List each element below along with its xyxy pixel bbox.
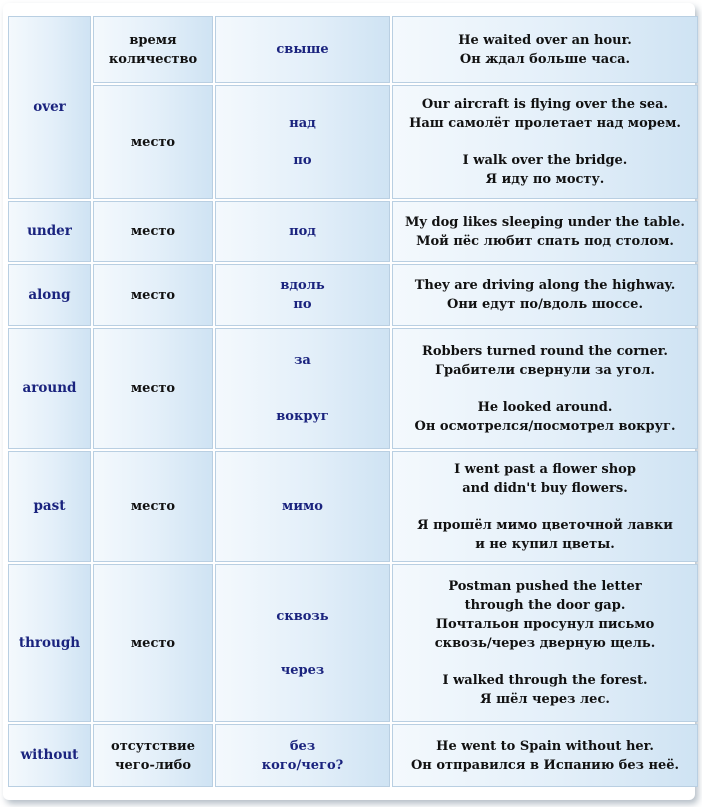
translation: мимо bbox=[282, 499, 323, 514]
example-line: и не купил цветы. bbox=[475, 536, 615, 552]
translation-cell bbox=[215, 451, 390, 562]
meaning-cell bbox=[93, 564, 213, 722]
meaning: отсутствие bbox=[111, 738, 195, 754]
example-line: Я прошёл мимо цветочной лавки bbox=[417, 517, 673, 533]
example-line: Наш самолёт пролетает над морем. bbox=[409, 116, 681, 131]
translation: свыше bbox=[276, 42, 329, 57]
example-cell bbox=[392, 328, 698, 449]
table-row bbox=[8, 201, 698, 262]
meaning-cell bbox=[93, 724, 213, 787]
meaning: место bbox=[130, 635, 176, 651]
example-cell bbox=[392, 724, 698, 787]
example-line: I walked through the forest. bbox=[442, 673, 648, 688]
translation-cell bbox=[215, 724, 390, 787]
meaning-cell bbox=[93, 85, 213, 199]
preposition: along bbox=[28, 286, 71, 303]
preposition: around bbox=[22, 380, 77, 396]
example-cell bbox=[392, 264, 698, 326]
table-row bbox=[8, 724, 698, 787]
preposition: past bbox=[33, 498, 66, 514]
example-line: He went to Spain without her. bbox=[436, 738, 654, 754]
meaning: место bbox=[130, 499, 176, 514]
example-line: Мой пёс любит спать под столом. bbox=[416, 233, 674, 249]
example-line: Почтальон просунул письмо bbox=[435, 617, 655, 632]
meaning-cell bbox=[93, 328, 213, 449]
preposition-cell bbox=[8, 16, 91, 199]
example-cell bbox=[392, 201, 698, 262]
translation-cell bbox=[215, 16, 390, 83]
meaning-cell bbox=[93, 201, 213, 262]
translation-cell bbox=[215, 564, 390, 722]
translation: вдоль bbox=[280, 278, 325, 293]
preposition: without bbox=[20, 747, 79, 763]
example-line: Я иду по мосту. bbox=[485, 172, 605, 187]
meaning-cell bbox=[93, 451, 213, 562]
example-line: through the door gap. bbox=[464, 598, 626, 613]
meaning: чего-либо bbox=[115, 757, 191, 773]
prepositions-table bbox=[6, 14, 700, 789]
example-line: He waited over an hour. bbox=[458, 32, 632, 48]
example-line: I went past a flower shop bbox=[454, 461, 636, 477]
preposition-cell bbox=[8, 564, 91, 722]
example-line: I walk over the bridge. bbox=[462, 153, 628, 168]
translation: без bbox=[289, 738, 316, 754]
example-line: Он ждал больше часа. bbox=[459, 51, 631, 67]
example-cell bbox=[392, 85, 698, 199]
example-line: Robbers turned round the corner. bbox=[422, 343, 668, 359]
preposition-cell bbox=[8, 201, 91, 262]
example-line: and didn't buy flowers. bbox=[462, 480, 628, 496]
translation: сквозь bbox=[276, 608, 329, 624]
meaning: количество bbox=[108, 51, 198, 67]
example-line: Он осмотрелся/посмотрел вокруг. bbox=[414, 418, 676, 434]
translation: вокруг bbox=[276, 409, 329, 424]
example-line: Our aircraft is flying over the sea. bbox=[421, 97, 669, 112]
preposition: over bbox=[33, 99, 66, 115]
preposition: under bbox=[27, 223, 72, 239]
table-row bbox=[8, 328, 698, 449]
translation: через bbox=[280, 662, 325, 678]
translation: над bbox=[289, 116, 316, 131]
example-cell bbox=[392, 564, 698, 722]
translation: по bbox=[293, 153, 312, 168]
meaning: место bbox=[130, 381, 176, 396]
preposition-cell bbox=[8, 328, 91, 449]
table-row bbox=[8, 264, 698, 326]
example-line: Я шёл через лес. bbox=[480, 692, 610, 707]
meaning: время bbox=[129, 32, 177, 48]
example-line: сквозь/через дверную щель. bbox=[434, 636, 656, 651]
table-row bbox=[8, 16, 698, 83]
translation-cell bbox=[215, 85, 390, 199]
meaning-cell bbox=[93, 16, 213, 83]
table-row bbox=[8, 564, 698, 722]
preposition-cell bbox=[8, 724, 91, 787]
preposition-cell bbox=[8, 264, 91, 326]
translation-cell bbox=[215, 328, 390, 449]
table-row bbox=[8, 85, 698, 199]
meaning: место bbox=[130, 134, 176, 150]
example-line: He looked around. bbox=[477, 399, 613, 415]
preposition-cell bbox=[8, 451, 91, 562]
meaning: место bbox=[130, 224, 176, 239]
example-line: My dog likes sleeping under the table. bbox=[405, 214, 685, 230]
example-line: They are driving along the highway. bbox=[414, 278, 676, 293]
translation: кого/чего? bbox=[261, 757, 344, 773]
meaning-cell bbox=[93, 264, 213, 326]
meaning: место bbox=[130, 287, 176, 303]
table-row bbox=[8, 451, 698, 562]
example-line: Они едут по/вдоль шоссе. bbox=[447, 297, 643, 312]
example-cell bbox=[392, 451, 698, 562]
example-cell bbox=[392, 16, 698, 83]
translation: по bbox=[293, 297, 312, 312]
example-line: Грабители свернули за угол. bbox=[435, 362, 655, 378]
translation: под bbox=[289, 224, 316, 239]
example-line: Он отправился в Испанию без неё. bbox=[410, 757, 680, 773]
translation-cell bbox=[215, 264, 390, 326]
translation: за bbox=[294, 353, 311, 368]
translation-cell bbox=[215, 201, 390, 262]
preposition: through bbox=[18, 634, 81, 651]
example-line: Postman pushed the letter bbox=[448, 579, 642, 594]
